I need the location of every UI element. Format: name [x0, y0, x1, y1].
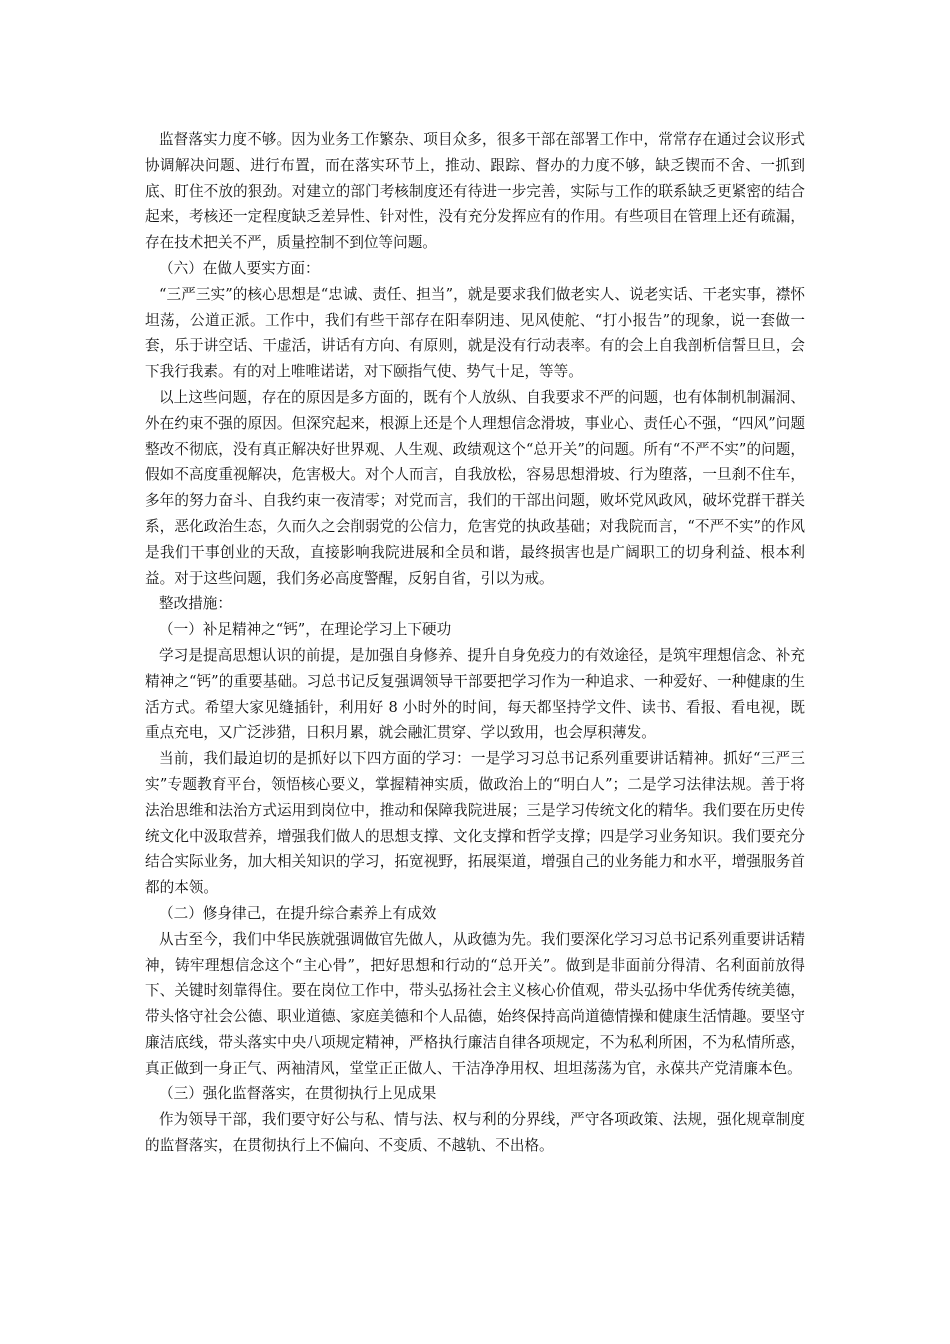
- paragraph-three-stricts: “三严三实”的核心思想是“忠诚、责任、担当”，就是要求我们做老实人、说老实话、干老实事，襟怀坦荡，公道正派。工作中，我们有些干部存在阳奉阴违、见风使舵、“打小报告”的现象，说一套做一套，乐于讲空话、干虚活，讲话有方向、有原则，就是没有行动表率。有的会上自我剖析信誓旦旦，会下我行我素。有的对上唯唯诺诺，对下颐指气使、势气十足，等等。: [145, 285, 805, 381]
- heading-measure-three: （三）强化监督落实，在贯彻执行上见成果: [159, 1085, 437, 1103]
- paragraph-learning-foundation: 学习是提高思想认识的前提，是加强自身修养、提升自身免疫力的有效途径，是筑牢理想信念、补充精神之“钙”的重要基础。习总书记反复强调领导干部要把学习作为一种追求、一种爱好、一种健康的生活方式。希望大家见缝插针，利用好 8 小时外的时间，每天都坚持学文件、读书、看报、看电视，既重点充电，又广泛涉猎，日积月累，就会融汇贯穿、学以致用，也会厚积薄发。: [145, 646, 805, 742]
- paragraph-four-studies: 当前，我们最迫切的是抓好以下四方面的学习：一是学习习总书记系列重要讲话精神。抓好“三严三实”专题教育平台，领悟核心要义，掌握精神实质，做政治上的“明白人”；二是学习法律法规。善于将法治思维和法治方式运用到岗位中，推动和保障我院进展；三是学习传统文化的精华。我们要在历史传统文化中汲取营养，增强我们做人的思想支撑、文化支撑和哲学支撑；四是学习业务知识。我们要充分结合实际业务，加大相关知识的学习，拓宽视野，拓展渠道，增强自己的业务能力和水平，增强服务首都的本领。: [145, 750, 805, 897]
- paragraph-supervision-implementation: 作为领导干部，我们要守好公与私、情与法、权与利的分界线，严守各项政策、法规，强化规章制度的监督落实，在贯彻执行上不偏向、不变质、不越轨、不出格。: [145, 1111, 805, 1155]
- heading-being-honest: （六）在做人要实方面：: [159, 259, 320, 277]
- paragraph-causes: 以上这些问题，存在的原因是多方面的，既有个人放纵、自我要求不严的问题，也有体制机制漏洞、外在约束不强的原因。但深究起来，根源上还是个人理想信念滑坡，事业心、责任心不强，“四风”问题整改不彻底，没有真正解决好世界观、人生观、政绩观这个“总开关”的问题。所有“不严不实”的问题，假如不高度重视解决，危害极大。对个人而言，自我放松，容易思想滑坡、行为堕落，一旦刹不住车，多年的努力奋斗、自我约束一夜清零；对党而言，我们的干部出问题，败坏党风政风，破坏党群干群关系，恶化政治生态，久而久之会削弱党的公信力，危害党的执政基础；对我院而言，“不严不实”的作风是我们干事创业的天敌，直接影响我院进展和全员和谐，最终损害也是广阔职工的切身利益、根本利益。对于这些问题，我们务必高度警醒，反躬自省，引以为戒。: [145, 388, 805, 587]
- paragraph-self-cultivation: 从古至今，我们中华民族就强调做官先做人，从政德为先。我们要深化学习习总书记系列重要讲话精神，铸牢理想信念这个“主心骨”，把好思想和行动的“总开关”。做到是非面前分得清、名利面前放得下、关键时刻靠得住。要在岗位工作中，带头弘扬社会主义核心价值观，带头弘扬中华优秀传统美德，带头恪守社会公德、职业道德、家庭美德和个人品德，始终保持高尚道德情操和健康生活情趣。要坚守廉洁底线，带头落实中央八项规定精神，严格执行廉洁自律各项规定，不为私利所困，不为私情所惑，真正做到一身正气、两袖清风，堂堂正正做人、干洁净净用权、坦坦荡荡为官，永葆共产党清廉本色。: [145, 930, 805, 1077]
- document-page: [145, 127, 805, 1159]
- heading-rectification-measures: 整改措施：: [159, 595, 232, 613]
- heading-measure-two: （二）修身律己，在提升综合素养上有成效: [159, 904, 437, 922]
- heading-measure-one: （一）补足精神之“钙”，在理论学习上下硬功: [159, 621, 452, 639]
- paragraph-supervision-weakness: 监督落实力度不够。因为业务工作繁杂、项目众多，很多干部在部署工作中，常常存在通过会议形式协调解决问题、进行布置，而在落实环节上，推动、跟踪、督办的力度不够，缺乏锲而不舍、一抓到底、盯住不放的狠劲。对建立的部门考核制度还有待进一步完善，实际与工作的联系缺乏更紧密的结合起来，考核还一定程度缺乏差异性、针对性，没有充分发挥应有的作用。有些项目在管理上还有疏漏，存在技术把关不严，质量控制不到位等问题。: [145, 131, 805, 252]
